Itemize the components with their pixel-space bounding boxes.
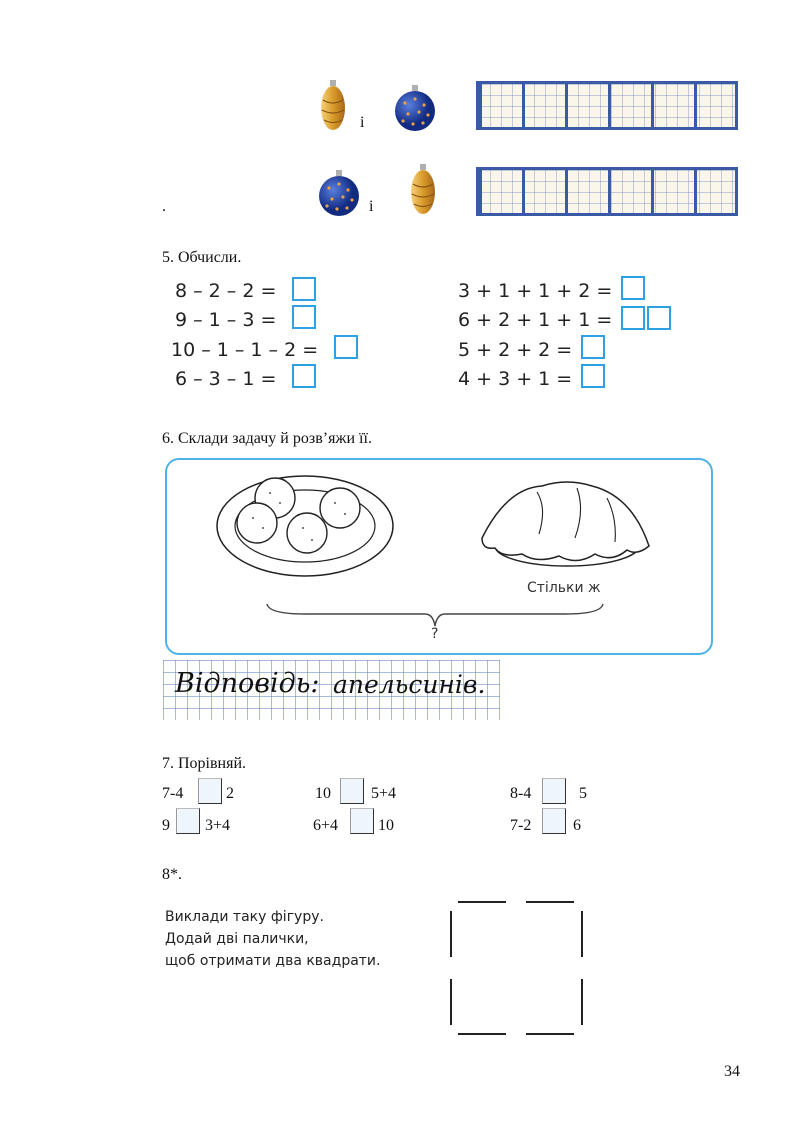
answer-grid-2[interactable] xyxy=(476,167,738,216)
stick[interactable] xyxy=(526,1033,574,1035)
expression: 5 + 2 + 2 = xyxy=(458,339,573,361)
expression: 6 – 3 – 1 = xyxy=(175,368,277,390)
connector-text: і xyxy=(369,198,374,215)
task6-heading: 6. Склади задачу й розв’яжи її. xyxy=(162,430,372,447)
left-operand: 10 xyxy=(315,785,331,802)
right-operand: 2 xyxy=(226,785,234,802)
expression: 6 + 2 + 1 + 1 = xyxy=(458,309,613,331)
instruction-line: щоб отримати два квадрати. xyxy=(165,953,381,969)
comparison-box[interactable] xyxy=(542,808,566,834)
matchstick-figure[interactable] xyxy=(440,895,590,1040)
task8-heading: 8*. xyxy=(162,866,182,883)
left-operand: 6+4 xyxy=(313,817,339,834)
stick[interactable] xyxy=(581,979,583,1025)
left-operand: 8-4 xyxy=(510,785,532,802)
comparison-box[interactable] xyxy=(176,808,200,834)
blue-ball-ornament-icon xyxy=(393,85,437,133)
dot-mark: . xyxy=(162,198,166,215)
answer-box[interactable] xyxy=(292,364,316,388)
answer-box[interactable] xyxy=(581,335,605,359)
left-operand: 9 xyxy=(162,817,170,834)
comparison-box[interactable] xyxy=(350,808,374,834)
right-operand: 3+4 xyxy=(205,817,231,834)
answer-box[interactable] xyxy=(292,305,316,329)
answer-box-units[interactable] xyxy=(647,306,671,330)
covered-plate-icon xyxy=(467,468,657,578)
right-operand: 6 xyxy=(573,817,581,834)
task5-heading: 5. Обчисли. xyxy=(162,249,242,266)
plate-with-oranges-icon xyxy=(215,468,405,588)
expression: 3 + 1 + 1 + 2 = xyxy=(458,280,613,302)
answer-box[interactable] xyxy=(292,277,316,301)
right-operand: 5 xyxy=(579,785,587,802)
answer-grid-1[interactable] xyxy=(476,81,738,130)
answer-box[interactable] xyxy=(581,364,605,388)
question-mark: ? xyxy=(431,626,439,642)
right-operand: 10 xyxy=(378,817,394,834)
answer-box[interactable] xyxy=(621,276,645,300)
stick[interactable] xyxy=(526,901,574,903)
gold-cone-ornament-icon xyxy=(408,164,438,216)
expression: 10 – 1 – 1 – 2 = xyxy=(171,339,319,361)
answer-suffix: апельсинів. xyxy=(333,670,486,699)
expression: 8 – 2 – 2 = xyxy=(175,280,277,302)
connector-text: і xyxy=(360,114,365,131)
expression: 4 + 3 + 1 = xyxy=(458,368,573,390)
answer-prefix: Відповідь: xyxy=(175,668,320,699)
answer-box-tens[interactable] xyxy=(621,306,645,330)
instruction-line: Додай дві палички, xyxy=(165,931,309,947)
instruction-line: Виклади таку фігуру. xyxy=(165,909,324,925)
problem-picture-frame xyxy=(165,458,713,655)
comparison-box[interactable] xyxy=(542,778,566,804)
right-operand: 5+4 xyxy=(371,785,397,802)
same-amount-caption: Стільки ж xyxy=(527,580,601,596)
task7-heading: 7. Порівняй. xyxy=(162,755,247,772)
left-operand: 7-4 xyxy=(162,785,184,802)
answer-box[interactable] xyxy=(334,335,358,359)
stick[interactable] xyxy=(458,901,506,903)
comparison-box[interactable] xyxy=(340,778,364,804)
comparison-box[interactable] xyxy=(198,778,222,804)
stick[interactable] xyxy=(450,911,452,957)
left-operand: 7-2 xyxy=(510,817,532,834)
gold-cone-ornament-icon xyxy=(318,80,348,132)
stick[interactable] xyxy=(581,911,583,957)
blue-ball-ornament-icon xyxy=(317,170,361,218)
task8-instructions xyxy=(165,906,380,972)
stick[interactable] xyxy=(450,979,452,1025)
answer-grid-area[interactable] xyxy=(163,660,500,720)
stick[interactable] xyxy=(458,1033,506,1035)
page-number: 34 xyxy=(724,1063,740,1080)
expression: 9 – 1 – 3 = xyxy=(175,309,277,331)
